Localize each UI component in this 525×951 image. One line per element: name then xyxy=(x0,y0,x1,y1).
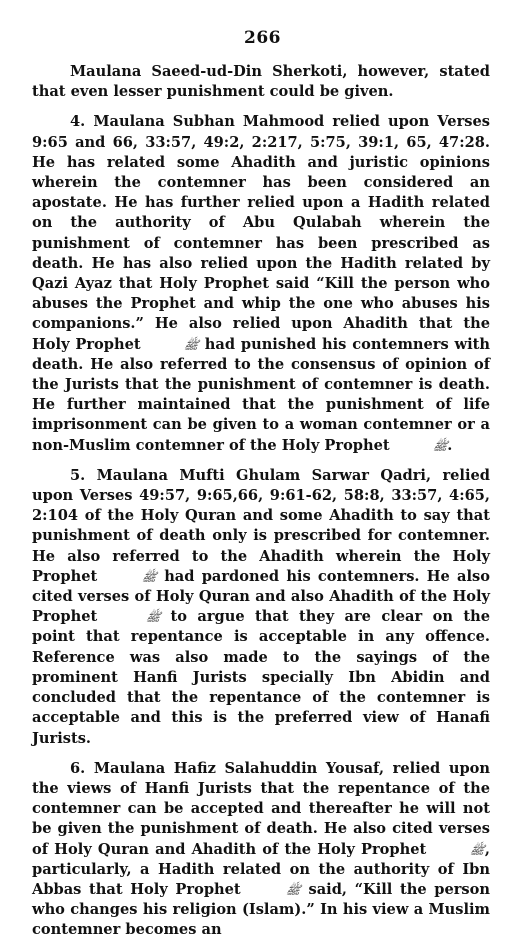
paragraph-text: Maulana Subhan Mahmood relied upon Verses 9:65 and 66, 33:57, 49:2, 2:217, 5:75, 39:1, 65, 47:28. He has related some Ahadith and juristic opinions wherein the contemner has been considered an apostate. He has further relied upon a Hadith related on the authority of Abu Qulabah wherein the punishment of contemner has been prescribed as death. He has also relied upon the Hadith related by Qazi Ayaz that Holy Prophet said “Kill the person who abuses the Prophet and whip the one who abuses his companions.” He also relied upon Ahadith that the Holy Prophet ﷺ had punished his contemners with death. He also referred to the consensus of opinion of the Jurists that the punishment of contemner is death. He further maintained that the punishment of life imprisonment can be given to a woman contemner or a non-Muslim contemner of the Holy Prophet ﷺ. xyxy=(32,113,490,453)
honorific-glyph: ﷺ xyxy=(431,438,449,453)
paragraph-4 xyxy=(32,112,490,455)
paragraph-number: 6. xyxy=(70,759,86,777)
body-text xyxy=(32,62,490,951)
paragraph-text: Maulana Saeed-ud-Din Sherkoti, however, stated that even lesser punishment could be given. xyxy=(32,63,490,101)
paragraph-5 xyxy=(32,466,490,749)
paragraph-6 xyxy=(32,759,490,941)
honorific-glyph: ﷺ xyxy=(141,569,158,584)
page-number: 266 xyxy=(244,28,281,48)
honorific-glyph: ﷺ xyxy=(183,337,200,352)
paragraph-sherkoti xyxy=(32,62,490,102)
paragraph-text: Maulana Mufti Ghulam Sarwar Qadri, relied upon Verses 49:57, 9:65,66, 9:61-62, 58:8, 33:57, 4:65, 2:104 of the Holy Quran and some Ahadith to say that punishment of death only is prescribed for contemner. He also referred to the Ahadith wherein the Holy Prophet ﷺ had pardoned his contemners. He also cited verses of Holy Quran and also Ahadith of the Holy Prophet ﷺ to argue that they are clear on the point that repentance is acceptable in any offence. Reference was also made to the sayings of the prominent Hanfi Jurists specially Ibn Abidin and concluded that the repentance of the contemner is acceptable and this is the preferred view of Hanafi Jurists. xyxy=(32,466,490,747)
paragraph-number: 5. xyxy=(70,466,86,484)
honorific-glyph: ﷺ xyxy=(144,610,162,625)
paragraph-text: Maulana Hafiz Salahuddin Yousaf, relied upon the views of Hanfi Jurists that the repentance of the contemner can be accepted and thereafter he will not be given the punishment of death. He also cited verses of Holy Quran and Ahadith of the Holy Prophet ﷺ, particularly, a Hadith related on the authority of Ibn Abbas that Holy Prophet ﷺ said, “Kill the person who changes his religion (Islam).” In his view a Muslim contemner becomes an xyxy=(32,759,490,939)
honorific-glyph: ﷺ xyxy=(285,882,302,897)
paragraph-number: 4. xyxy=(70,113,86,131)
honorific-glyph: ﷺ xyxy=(469,842,486,857)
